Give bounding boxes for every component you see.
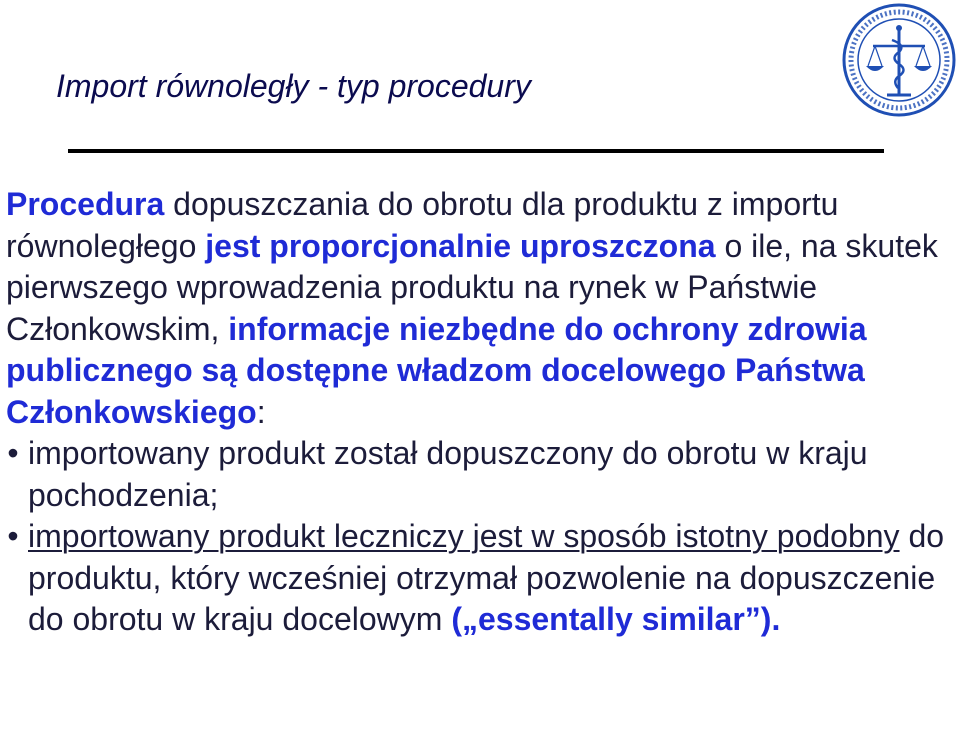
title-divider bbox=[68, 149, 884, 153]
intro-text-1: dopuszczania do obrotu dla produktu z importu równoległego bbox=[6, 186, 839, 264]
intro-highlight-information: informacje niezbędne do ochrony zdrowia publicznego są dostępne władzom docelowego Państwa Członkowskiego bbox=[6, 310, 867, 430]
bullet-text-2-underlined: importowany produkt leczniczy jest w sposób istotny podobny bbox=[28, 518, 900, 554]
bullet-text-2-rest: do produktu, który wcześniej otrzymał pozwolenie na dopuszczenie do obrotu w kraju docelowym bbox=[28, 518, 945, 637]
bullet-text-1: importowany produkt został dopuszczony do obrotu w kraju pochodzenia; bbox=[28, 435, 868, 513]
bullet-marker: • bbox=[7, 518, 19, 554]
bullet-marker: • bbox=[7, 435, 19, 471]
intro-colon: : bbox=[256, 393, 266, 430]
bullet-item-1 bbox=[6, 433, 951, 516]
intro-highlight-procedure: Procedura bbox=[6, 186, 165, 222]
caduceus-scales-emblem-icon bbox=[840, 0, 958, 120]
bullet-item-2 bbox=[6, 516, 951, 641]
slide-title: Import równoległy - typ procedury bbox=[56, 68, 531, 104]
intro-paragraph bbox=[6, 184, 951, 433]
slide-body bbox=[6, 184, 951, 641]
bullet-text-2-essentially-similar: („essentally similar”). bbox=[451, 601, 781, 637]
intro-text-2: o ile, na skutek pierwszego wprowadzenia produktu na rynek w Państwie Członkowskim, bbox=[6, 227, 938, 347]
intro-highlight-simplified: jest proporcjonalnie uproszczona bbox=[205, 227, 716, 264]
